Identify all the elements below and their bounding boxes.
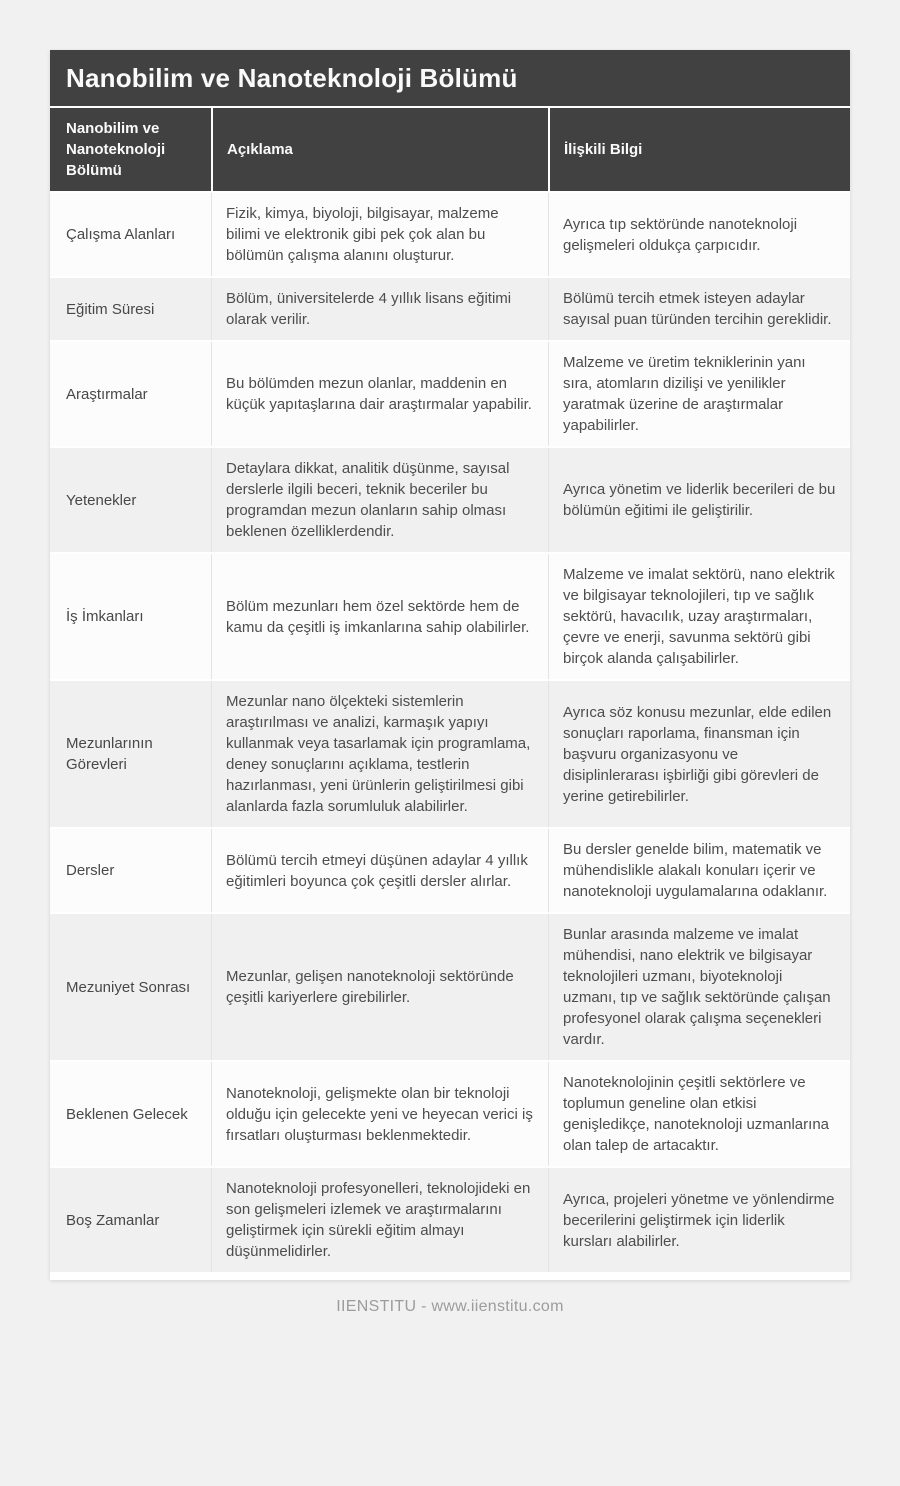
table-row bbox=[50, 340, 850, 446]
row-iliskili-cell: Malzeme ve imalat sektörü, nano elektrik ve bilgisayar teknolojileri, tıp ve sağlık sektörü, havacılık, uzay araştırmaları, çevre ve enerji, savunma sektörü gibi birçok alanda çalışabilirler. bbox=[548, 554, 850, 679]
row-iliskili-cell: Malzeme ve üretim tekniklerinin yanı sıra, atomların dizilişi ve yenilikler yaratmak üzerine de araştırmalar yapabilirler. bbox=[548, 342, 850, 446]
row-iliskili-cell: Nanoteknolojinin çeşitli sektörlere ve toplumun geneline olan etkisi genişledikçe, nanoteknoloji uzmanlarına olan talep de artacaktır. bbox=[548, 1062, 850, 1166]
row-iliskili-cell: Ayrıca tıp sektöründe nanoteknoloji gelişmeleri oldukça çarpıcıdır. bbox=[548, 193, 850, 276]
row-aciklama-cell: Nanoteknoloji profesyonelleri, teknolojideki en son gelişmeleri izlemek ve araştırmalarını geliştirmek için sürekli eğitim almayı düşünmelidirler. bbox=[211, 1168, 548, 1272]
table-row bbox=[50, 1166, 850, 1272]
row-aciklama-cell: Nanoteknoloji, gelişmekte olan bir teknoloji olduğu için gelecekte yeni ve heyecan verici iş fırsatları oluşturması beklenmektedir. bbox=[211, 1062, 548, 1166]
column-header-aciklama: Açıklama bbox=[211, 108, 548, 191]
table-body bbox=[50, 191, 850, 1272]
row-label-cell: Çalışma Alanları bbox=[50, 193, 211, 276]
row-label-cell: Eğitim Süresi bbox=[50, 278, 211, 340]
page-title-bar bbox=[50, 50, 850, 106]
table-row bbox=[50, 827, 850, 912]
table-row bbox=[50, 191, 850, 276]
row-aciklama-cell: Fizik, kimya, biyoloji, bilgisayar, malzeme bilimi ve elektronik gibi pek çok alan bu bölümün çalışma alanını oluşturur. bbox=[211, 193, 548, 276]
row-aciklama-cell: Bölüm, üniversitelerde 4 yıllık lisans eğitimi olarak verilir. bbox=[211, 278, 548, 340]
row-aciklama-cell: Bölümü tercih etmeyi düşünen adaylar 4 yıllık eğitimleri boyunca çok çeşitli dersler alırlar. bbox=[211, 829, 548, 912]
page-title: Nanobilim ve Nanoteknoloji Bölümü bbox=[66, 62, 518, 93]
row-label-cell: Mezunlarının Görevleri bbox=[50, 681, 211, 827]
row-label-cell: Dersler bbox=[50, 829, 211, 912]
column-header-iliskili-bilgi: İlişkili Bilgi bbox=[548, 108, 850, 191]
row-iliskili-cell: Bunlar arasında malzeme ve imalat mühendisi, nano elektrik ve bilgisayar teknolojileri uzmanı, biyoteknoloji uzmanı, tıp ve sağlık sektöründe çalışan profesyonel olarak çalışma seçenekleri vardır. bbox=[548, 914, 850, 1060]
row-label-cell: Yetenekler bbox=[50, 448, 211, 552]
row-label-cell: Beklenen Gelecek bbox=[50, 1062, 211, 1166]
row-iliskili-cell: Bu dersler genelde bilim, matematik ve mühendislikle alakalı konuları içerir ve nanoteknoloji uygulamalarına odaklanır. bbox=[548, 829, 850, 912]
content-card bbox=[50, 50, 850, 1280]
row-aciklama-cell: Bu bölümden mezun olanlar, maddenin en küçük yapıtaşlarına dair araştırmalar yapabilir. bbox=[211, 342, 548, 446]
row-aciklama-cell: Mezunlar, gelişen nanoteknoloji sektöründe çeşitli kariyerlere girebilirler. bbox=[211, 914, 548, 1060]
row-label-cell: İş İmkanları bbox=[50, 554, 211, 679]
table-row bbox=[50, 552, 850, 679]
column-header-department: Nanobilim ve Nanoteknoloji Bölümü bbox=[66, 120, 166, 179]
table-header-row bbox=[50, 106, 850, 191]
footer-credit: IIENSTITU - www.iienstitu.com bbox=[336, 1298, 564, 1315]
row-aciklama-cell: Bölüm mezunları hem özel sektörde hem de kamu da çeşitli iş imkanlarına sahip olabilirler. bbox=[211, 554, 548, 679]
row-iliskili-cell: Ayrıca yönetim ve liderlik becerileri de bu bölümün eğitimi ile geliştirilir. bbox=[548, 448, 850, 552]
row-aciklama-cell: Mezunlar nano ölçekteki sistemlerin araştırılması ve analizi, karmaşık yapıyı kullanmak veya tasarlamak için programlama, deney sonuçlarını açıklama, testlerin hazırlanması, yeni ürünlerin geliştirilmesi gibi alanlarda fazla sorumluluk alabilirler. bbox=[211, 681, 548, 827]
table-row bbox=[50, 1060, 850, 1166]
row-label-cell: Araştırmalar bbox=[50, 342, 211, 446]
table-row bbox=[50, 446, 850, 552]
row-label-cell: Boş Zamanlar bbox=[50, 1168, 211, 1272]
table-row bbox=[50, 912, 850, 1060]
row-iliskili-cell: Bölümü tercih etmek isteyen adaylar sayısal puan türünden tercihin gereklidir. bbox=[548, 278, 850, 340]
table-row bbox=[50, 679, 850, 827]
row-iliskili-cell: Ayrıca, projeleri yönetme ve yönlendirme becerilerini geliştirmek için liderlik kursları alabilirler. bbox=[548, 1168, 850, 1272]
table-row bbox=[50, 276, 850, 340]
row-iliskili-cell: Ayrıca söz konusu mezunlar, elde edilen sonuçları raporlama, finansman için başvuru organizasyonu ve disiplinlerarası işbirliği gibi görevleri de yerine getirebilirler. bbox=[548, 681, 850, 827]
row-label-cell: Mezuniyet Sonrası bbox=[50, 914, 211, 1060]
row-aciklama-cell: Detaylara dikkat, analitik düşünme, sayısal derslerle ilgili beceri, teknik beceriler bu programdan mezun olanların sahip olması beklenen özelliklerdendir. bbox=[211, 448, 548, 552]
